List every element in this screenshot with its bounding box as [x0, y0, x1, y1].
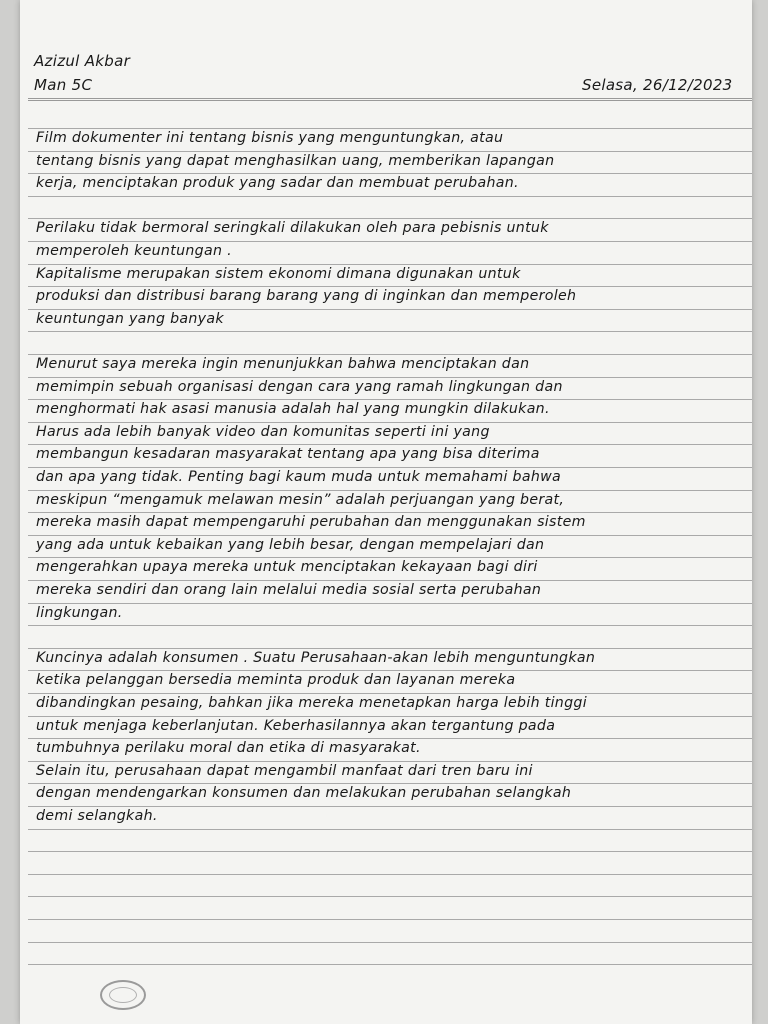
essay-line: memimpin sebuah organisasi dengan cara yang ramah lingkungan dan — [36, 378, 563, 395]
ruled-line — [28, 286, 752, 287]
essay-line: dibandingkan pesaing, bahkan jika mereka menetapkan harga lebih tinggi — [36, 695, 587, 711]
ruled-line — [28, 761, 752, 762]
ruled-line — [28, 603, 752, 604]
header-rule — [28, 98, 752, 101]
essay-line: produksi dan distribusi barang barang yang di inginkan dan memperoleh — [36, 288, 577, 305]
essay-line: Film dokumenter ini tentang bisnis yang menguntungkan, atau — [36, 130, 504, 146]
essay-line: kerja, menciptakan produk yang sadar dan membuat perubahan. — [36, 175, 519, 192]
essay-line: menghormati hak asasi manusia adalah hal yang mungkin dilakukan. — [36, 401, 550, 418]
ruled-line — [28, 151, 752, 152]
ruled-line — [28, 829, 752, 830]
essay-line: untuk menjaga keberlanjutan. Keberhasilannya akan tergantung pada — [36, 717, 556, 734]
ruled-line — [28, 738, 752, 739]
ruled-line — [28, 128, 752, 129]
essay-line: Perilaku tidak bermoral seringkali dilakukan oleh para pebisnis untuk — [36, 220, 549, 237]
essay-line: lingkungan. — [36, 604, 123, 621]
paper-sheet — [20, 0, 752, 1024]
ruled-line — [28, 264, 752, 265]
ruled-line — [28, 896, 752, 897]
ruled-line — [28, 241, 752, 242]
ruled-line — [28, 716, 752, 717]
ruled-line — [28, 196, 752, 197]
ruled-line — [28, 806, 752, 807]
essay-line: demi selangkah. — [36, 808, 158, 824]
essay-line: dengan mendengarkan konsumen dan melakukan perubahan selangkah — [36, 785, 572, 802]
ruled-line — [28, 557, 752, 558]
ruled-line — [28, 783, 752, 784]
ruled-line — [28, 625, 752, 626]
essay-line: membangun kesadaran masyarakat tentang apa yang bisa diterima — [36, 446, 540, 463]
ruled-line — [28, 942, 752, 943]
ruled-line — [28, 648, 752, 649]
ruled-line — [28, 490, 752, 491]
ruled-line — [28, 670, 752, 671]
essay-line: ketika pelanggan bersedia meminta produk dan layanan mereka — [36, 672, 516, 689]
ruled-line — [28, 512, 752, 513]
ruled-line — [28, 218, 752, 219]
essay-line: tumbuhnya perilaku moral dan etika di masyarakat. — [36, 740, 421, 757]
essay-line: tentang bisnis yang dapat menghasilkan uang, memberikan lapangan — [36, 152, 555, 169]
ruled-line — [28, 874, 752, 875]
essay-line: mereka masih dapat mempengaruhi perubahan dan menggunakan sistem — [36, 514, 586, 531]
entry-date: Selasa, 26/12/2023 — [582, 76, 733, 94]
ruled-line — [28, 444, 752, 445]
essay-line: Menurut saya mereka ingin menunjukkan bahwa menciptakan dan — [36, 356, 530, 372]
essay-line: keuntungan yang banyak — [36, 310, 224, 327]
student-name: Azizul Akbar — [34, 52, 131, 70]
essay-line: mereka sendiri dan orang lain melalui media sosial serta perubahan — [36, 582, 542, 598]
essay-line: Selain itu, perusahaan dapat mengambil manfaat dari tren baru ini — [36, 762, 533, 779]
essay-line: memperoleh keuntungan . — [36, 243, 232, 259]
paper-brand-logo — [100, 980, 146, 1010]
ruled-line — [28, 377, 752, 378]
ruled-line — [28, 331, 752, 332]
ruled-line — [28, 309, 752, 310]
essay-line: Harus ada lebih banyak video dan komunitas seperti ini yang — [36, 423, 490, 440]
ruled-line — [28, 173, 752, 174]
student-class: Man 5C — [34, 76, 93, 94]
essay-line: dan apa yang tidak. Penting bagi kaum muda untuk memahami bahwa — [36, 469, 562, 485]
ruled-line — [28, 851, 752, 852]
ruled-line — [28, 535, 752, 536]
ruled-line — [28, 467, 752, 468]
ruled-line — [28, 693, 752, 694]
essay-line: Kapitalisme merupakan sistem ekonomi dimana digunakan untuk — [36, 265, 521, 282]
essay-line: yang ada untuk kebaikan yang lebih besar, dengan mempelajari dan — [36, 536, 545, 553]
essay-line: meskipun “mengamuk melawan mesin” adalah perjuangan yang berat, — [36, 491, 565, 508]
essay-line: mengerahkan upaya mereka untuk menciptakan kekayaan bagi diri — [36, 559, 538, 576]
ruled-line — [28, 580, 752, 581]
ruled-line — [28, 399, 752, 400]
essay-line: Kuncinya adalah konsumen . Suatu Perusahaan-akan lebih menguntungkan — [36, 649, 596, 666]
ruled-line — [28, 964, 752, 965]
ruled-line — [28, 354, 752, 355]
ruled-line — [28, 422, 752, 423]
ruled-line — [28, 919, 752, 920]
